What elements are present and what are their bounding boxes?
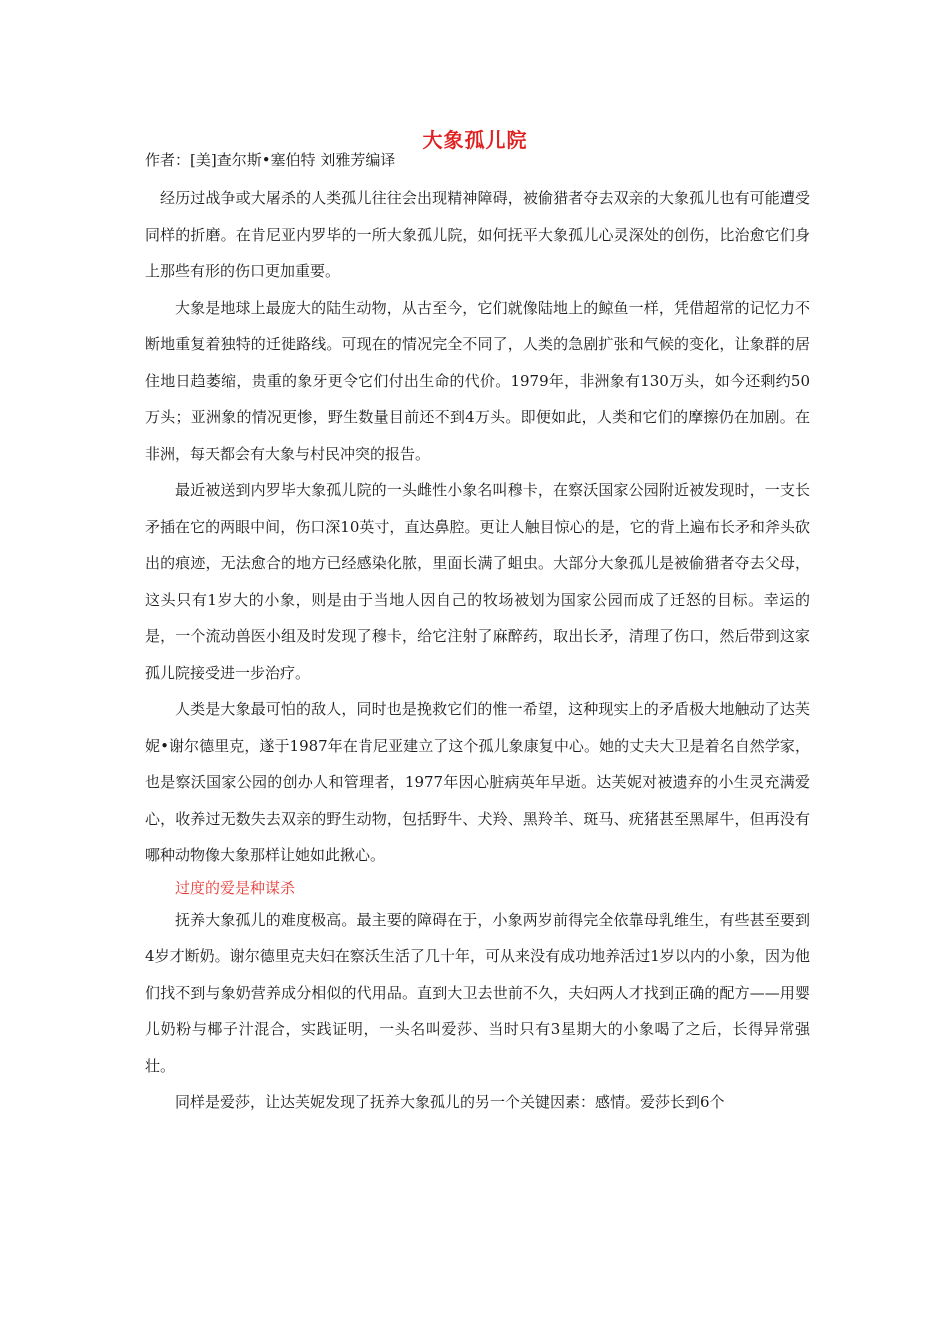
article-byline: 作者：[美]查尔斯•塞伯特 刘雅芳编译 xyxy=(145,151,396,169)
paragraph-raising-difficulty: 抚养大象孤儿的难度极高。最主要的障碍在于，小象两岁前得完全依靠母乳维生，有些甚至要到4岁才断奶。谢尔德里克夫妇在察沃生活了几十年，可从来没有成功地养活过1岁以内的小象，因为他们找不到与象奶营养成分相似的代用品。直到大卫去世前不久，夫妇两人才找到正确的配方——用婴儿奶粉与椰子汁混合，实践证明，一头名叫爱莎、当时只有3星期大的小象喝了之后，长得异常强壮。 xyxy=(145,910,810,1075)
paragraph-aisha: 同样是爱莎，让达芙妮发现了抚养大象孤儿的另一个关键因素：感情。爱莎长到6个 xyxy=(175,1093,725,1111)
paragraph-intro: 经历过战争或大屠杀的人类孤儿往往会出现精神障碍，被偷猎者夺去双亲的大象孤儿也有可能遭受同样的折磨。在肯尼亚内罗毕的一所大象孤儿院，如何抚平大象孤儿心灵深处的创伤，比治愈它们身上那些有形的伤口更加重要。 xyxy=(145,189,810,280)
article-title: 大象孤儿院 xyxy=(422,128,528,152)
section-heading: 过度的爱是种谋杀 xyxy=(175,878,296,897)
paragraph-muka: 最近被送到内罗毕大象孤儿院的一头雌性小象名叫穆卡，在察沃国家公园附近被发现时，一支长矛插在它的两眼中间，伤口深10英寸，直达鼻腔。更让人触目惊心的是，它的背上遍布长矛和斧头砍出的痕迹，无法愈合的地方已经感染化脓，里面长满了蛆虫。大部分大象孤儿是被偷猎者夺去父母，这头只有1岁大的小象，则是由于当地人因自己的牧场被划为国家公园而成了迁怒的目标。幸运的是，一个流动兽医小组及时发现了穆卡，给它注射了麻醉药，取出长矛，清理了伤口，然后带到这家孤儿院接受进一步治疗。 xyxy=(145,481,810,682)
article-body xyxy=(145,180,810,1121)
paragraph-elephant-facts: 大象是地球上最庞大的陆生动物，从古至今，它们就像陆地上的鲸鱼一样，凭借超常的记忆力不断地重复着独特的迁徙路线。可现在的情况完全不同了，人类的急剧扩张和气候的变化，让象群的居住地日趋萎缩，贵重的象牙更令它们付出生命的代价。1979年，非洲象有130万头，如今还剩约50万头；亚洲象的情况更惨，野生数量目前还不到4万头。即便如此，人类和它们的摩擦仍在加剧。在非洲，每天都会有大象与村民冲突的报告。 xyxy=(145,298,810,463)
paragraph-daphne: 人类是大象最可怕的敌人，同时也是挽救它们的惟一希望，这种现实上的矛盾极大地触动了达芙妮•谢尔德里克，遂于1987年在肯尼亚建立了这个孤儿象康复中心。她的丈夫大卫是着名自然学家，也是察沃国家公园的创办人和管理者，1977年因心脏病英年早逝。达芙妮对被遗弃的小生灵充满爱心，收养过无数失去双亲的野生动物，包括野牛、犬羚、黑羚羊、斑马、疣猪甚至黑犀牛，但再没有哪种动物像大象那样让她如此揪心。 xyxy=(145,700,810,864)
